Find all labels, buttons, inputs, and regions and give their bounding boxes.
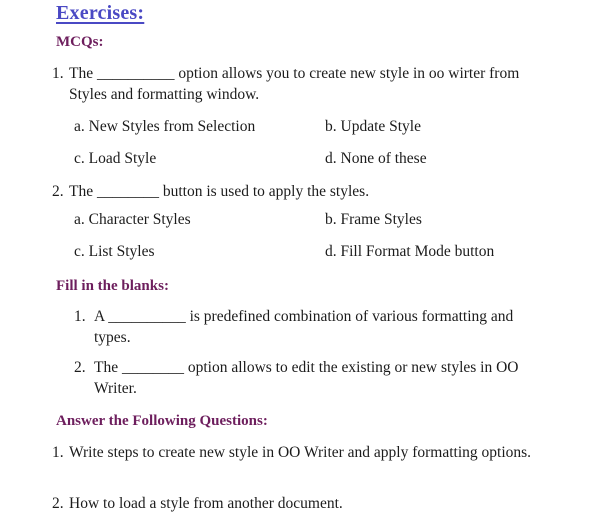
mcq-2-option-a[interactable]: a. Character Styles bbox=[74, 211, 191, 228]
mcq-1-option-d[interactable]: d. None of these bbox=[325, 150, 427, 167]
fill-blank-question-1-number: 1. bbox=[74, 308, 86, 325]
mcq-question-2-number: 2. bbox=[52, 183, 64, 200]
fill-blank-question-2-text: The ________ option allows to edit the existing or new styles in OO Writer. bbox=[94, 359, 519, 397]
answer-question-1 bbox=[52, 442, 544, 463]
mcq-2-option-d[interactable]: d. Fill Format Mode button bbox=[325, 243, 495, 260]
fill-blank-question-2 bbox=[74, 357, 536, 399]
fill-blank-question-1-text: A __________ is predefined combination of various formatting and types. bbox=[94, 308, 514, 346]
answer-question-1-text: Write steps to create new style in OO Writer and apply formatting options. bbox=[69, 444, 532, 461]
mcq-question-2-text: The ________ button is used to apply the styles. bbox=[69, 183, 370, 200]
section-heading-mcqs: MCQs: bbox=[56, 34, 104, 50]
mcq-question-1 bbox=[52, 63, 544, 105]
mcq-1-option-a[interactable]: a. New Styles from Selection bbox=[74, 118, 256, 135]
answer-question-2-number: 2. bbox=[52, 495, 64, 512]
mcq-2-option-b[interactable]: b. Frame Styles bbox=[325, 211, 422, 228]
mcq-1-option-b[interactable]: b. Update Style bbox=[325, 118, 421, 135]
fill-blank-question-1 bbox=[74, 306, 536, 348]
mcq-1-option-c[interactable]: c. Load Style bbox=[74, 150, 157, 167]
answer-question-2 bbox=[52, 493, 544, 514]
mcq-question-2 bbox=[52, 181, 544, 202]
mcq-question-1-number: 1. bbox=[52, 65, 64, 82]
fill-blank-question-2-number: 2. bbox=[74, 359, 86, 376]
answer-question-2-text: How to load a style from another document. bbox=[69, 495, 343, 512]
page-title: Exercises: bbox=[56, 2, 145, 24]
section-heading-answer-the-following: Answer the Following Questions: bbox=[56, 413, 268, 429]
mcq-2-option-c[interactable]: c. List Styles bbox=[74, 243, 155, 260]
section-heading-fill-in-the-blanks: Fill in the blanks: bbox=[56, 278, 169, 294]
mcq-question-1-text: The __________ option allows you to create new style in oo wirter from Styles and formatting window. bbox=[69, 65, 520, 103]
answer-question-1-number: 1. bbox=[52, 444, 64, 461]
